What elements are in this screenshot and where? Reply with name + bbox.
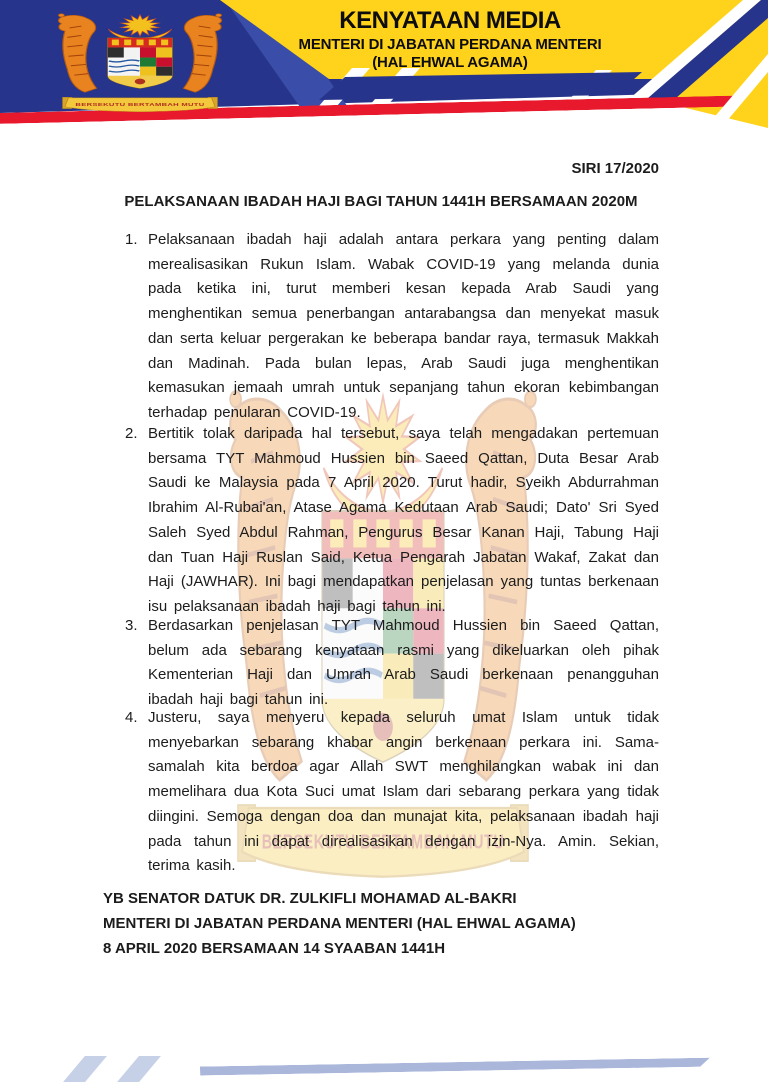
- paragraph-2-number: 2.: [125, 425, 138, 442]
- signature-date: 8 APRIL 2020 BERSAMAAN 14 SYAABAN 1441H: [103, 940, 446, 957]
- paragraph-1-number: 1.: [125, 231, 138, 248]
- document-title: PELAKSANAAN IBADAH HAJI BAGI TAHUN 1441H BERSAMAAN 2020M: [124, 193, 638, 210]
- signature-block: [103, 886, 659, 961]
- series-label: SIRI 17/2020: [571, 160, 659, 177]
- signature-title: MENTERI DI JABATAN PERDANA MENTERI (HAL EHWAL AGAMA): [103, 915, 576, 932]
- paragraph-4: [103, 706, 659, 879]
- paragraph-4-text: Justeru, saya menyeru kepada seluruh umat Islam untuk tidak menyebarkan sebarang khabar angin berkenaan perkara ini. Sama-samalah kita berdoa agar Allah SWT menghilangkan wabak ini dan memelihara dua Kota Suci umat Islam dari sebarang perkara yang tidak diingini. Semoga dengan doa dan munajat kita, pelaksanaan ibadah haji pada tahun ini dapat direalisasikan dengan izin-Nya. Amin. Sekian, terima kasih.: [148, 709, 659, 875]
- document-body: [103, 0, 659, 1086]
- header-subtitle-line2: (HAL EHWAL AGAMA): [372, 54, 528, 71]
- header-subtitle-line1: MENTERI DI JABATAN PERDANA MENTERI: [298, 36, 602, 53]
- footer-stripes: [0, 1050, 768, 1086]
- footer-bar: [200, 1057, 720, 1075]
- paragraph-2: [103, 422, 659, 620]
- footer-slash-2: [117, 1056, 161, 1082]
- paragraph-4-number: 4.: [125, 709, 138, 726]
- paragraph-3: [103, 614, 659, 713]
- header-title: KENYATAAN MEDIA: [339, 7, 561, 34]
- paragraph-1-text: Pelaksanaan ibadah haji adalah antara perkara yang penting dalam merealisasikan Rukun Islam. Wabak COVID-19 yang melanda dunia pada ketika ini, turut memberi kesan kepada Arab Saudi yang menghentikan semua penerbangan antarabangsa dan menyekat masuk dan serta keluar pergerakan ke beberapa bandar raya, termasuk Makkah dan Madinah. Pada bulan lepas, Arab Saudi juga menghentikan kemasukan jemaah umrah untuk sepanjang tahun ekoran kebimbangan terhadap penularan COVID-19.: [148, 231, 659, 421]
- paragraph-3-number: 3.: [125, 617, 138, 634]
- paragraph-3-text: Berdasarkan penjelasan TYT Mahmoud Hussien bin Saeed Qattan, belum ada sebarang kenyataan rasmi yang dikeluarkan oleh pihak Kementerian Haji dan Umrah Arab Saudi berkenaan penangguhan ibadah haji bagi tahun ini.: [148, 617, 659, 709]
- footer-slash-1: [63, 1056, 107, 1082]
- signature-name: YB SENATOR DATUK DR. ZULKIFLI MOHAMAD AL-BAKRI: [103, 890, 517, 907]
- paragraph-2-text: Bertitik tolak daripada hal tersebut, saya telah mengadakan pertemuan bersama TYT Mahmoud Hussien bin Saeed Qattan, Duta Besar Arab Saudi ke Malaysia pada 7 April 2020. Turut hadir, Syeikh Abdurrahman Ibrahim Al-Rubai'an, Atase Agama Kedutaan Arab Saudi; Dato' Sri Syed Saleh Syed Abdul Rahman, Pengurus Besar Kanan Haji, Tabung Haji dan Tuan Haji Ruslan Said, Ketua Pengarah Jabatan Wakaf, Zakat dan Haji (JAWHAR). Ini bagi mendapatkan penjelasan yang tuntas berkenaan isu pelaksanaan ibadah haji bagi tahun ini.: [148, 425, 659, 615]
- paragraph-1: [103, 228, 659, 426]
